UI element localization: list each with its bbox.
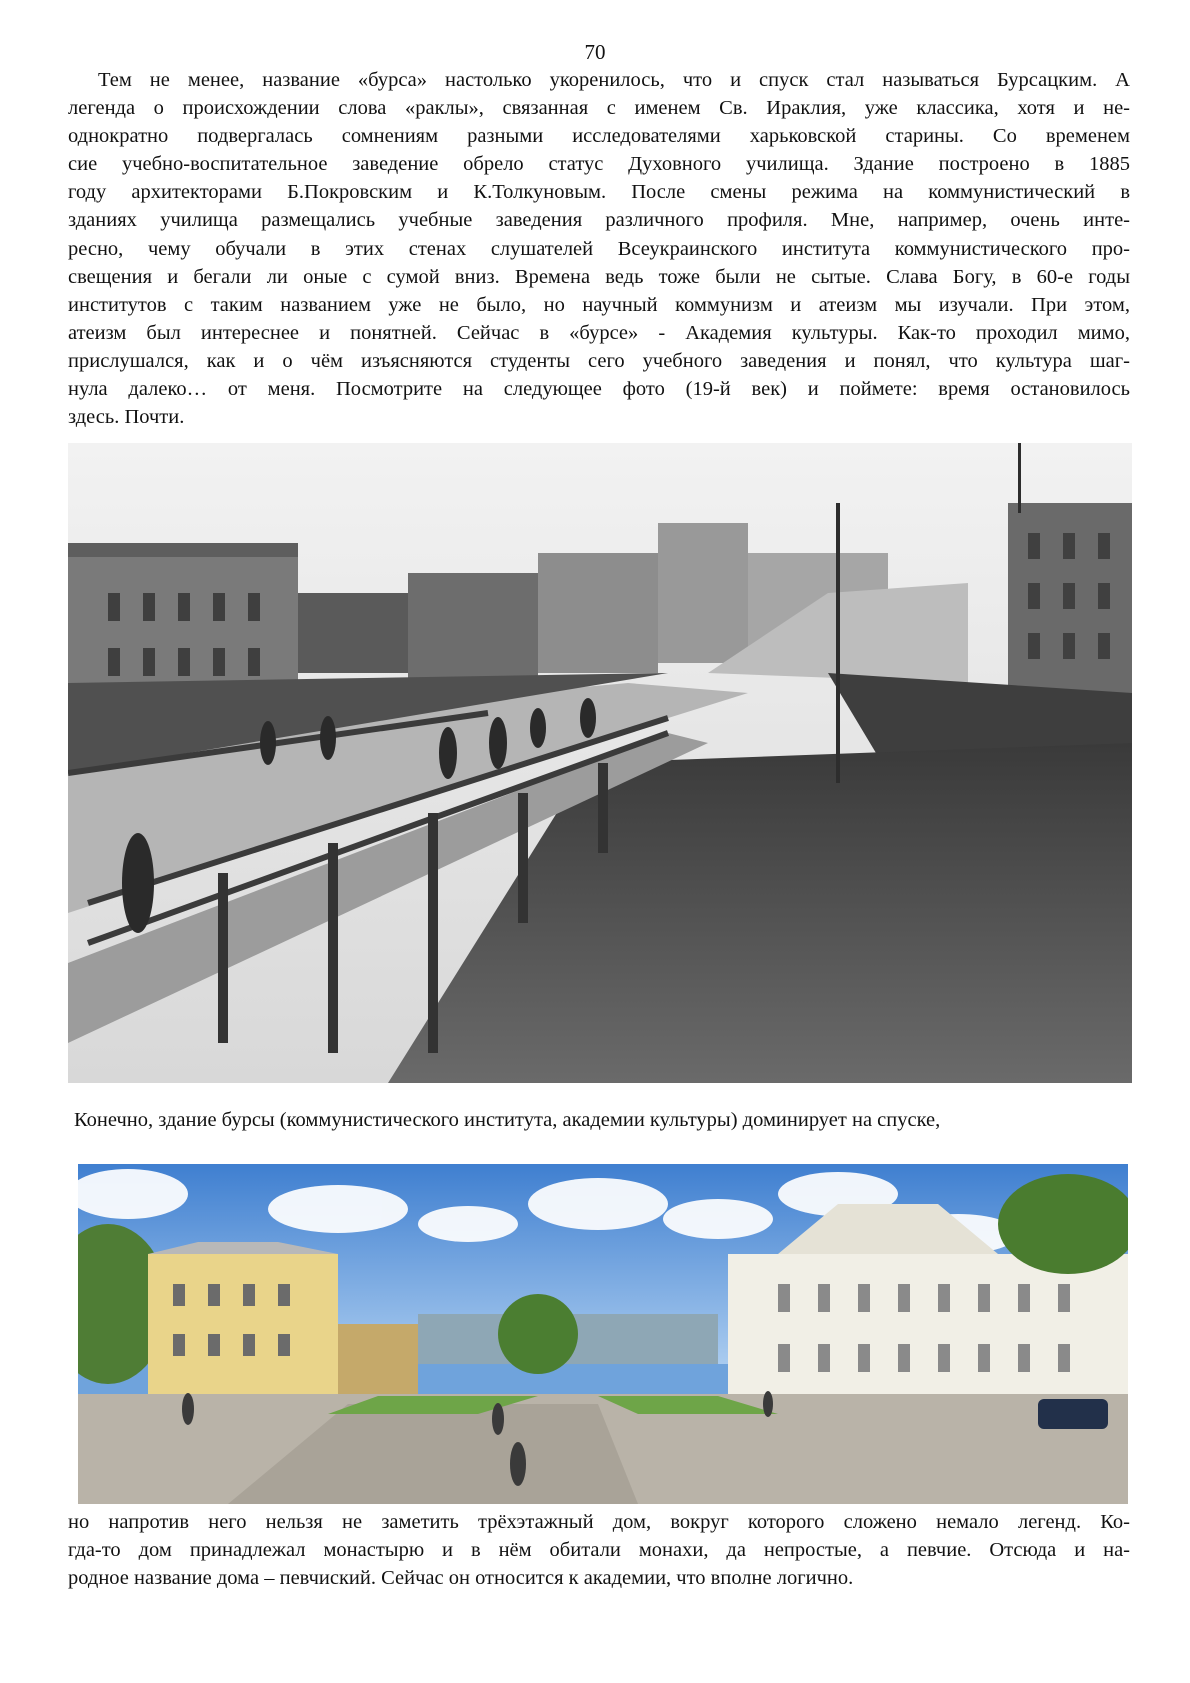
paragraph-1	[68, 66, 1130, 431]
text-line: однократно подвергалась сомнениям разными исследователями харьковской старины. Со временем	[68, 125, 1130, 148]
modern-street-panorama	[78, 1164, 1128, 1504]
text-line: нула далеко… от меня. Посмотрите на следующее фото (19-й век) и поймете: время остановилось	[68, 378, 1130, 401]
text-line: легенда о происхождении слова «раклы», связанная с именем Св. Ираклия, уже классика, хотя и не-	[68, 97, 1130, 120]
paragraph-2	[68, 1508, 1130, 1592]
text-line: прислушался, как и о чём изъясняются студенты сего учебного заведения и понял, что культура шаг-	[68, 349, 1130, 372]
page-number: 70	[584, 40, 606, 64]
text-line: атеизм был интереснее и понятней. Сейчас в «бурсе» - Академия культуры. Как-то проходил мимо,	[68, 321, 1130, 344]
photo-caption: Конечно, здание бурсы (коммунистического института, академии культуры) доминирует на спуске,	[74, 1109, 941, 1131]
historical-street-photo	[68, 443, 1132, 1083]
text-line: ресно, чему обучали в этих стенах слушателей Всеукраинского института коммунистического про-	[68, 237, 1130, 260]
text-line: родное название дома – певчиский. Сейчас он относится к академии, что вполне логично.	[68, 1567, 854, 1590]
text-line: гда-то дом принадлежал монастырю и в нём обитали монахи, да непростые, а певчие. Отсюда и на-	[68, 1539, 1130, 1562]
text-line: институтов с таким названием уже не было, но научный коммунизм и атеизм мы изучали. При этом,	[68, 293, 1130, 316]
text-line: году архитекторами Б.Покровским и К.Толкуновым. После смены режима на коммунистический в	[68, 181, 1130, 204]
text-line: зданиях училища размещались учебные заведения различного профиля. Мне, например, очень инте-	[68, 209, 1130, 232]
text-line: свещения и бегали ли оные с сумой вниз. Времена ведь тоже были не сытые. Слава Богу, в 60-е годы	[68, 265, 1130, 288]
text-line: но напротив него нельзя не заметить трёхэтажный дом, вокруг которого сложено немало легенд. Ко-	[68, 1511, 1130, 1533]
text-line: здесь. Почти.	[68, 406, 185, 429]
text-line: Тем не менее, название «бурса» настолько укоренилось, что и спуск стал называться Бурсацким. А	[98, 69, 1130, 91]
text-line: сие учебно-воспитательное заведение обрело статус Духовного училища. Здание построено в 1885	[68, 153, 1130, 176]
